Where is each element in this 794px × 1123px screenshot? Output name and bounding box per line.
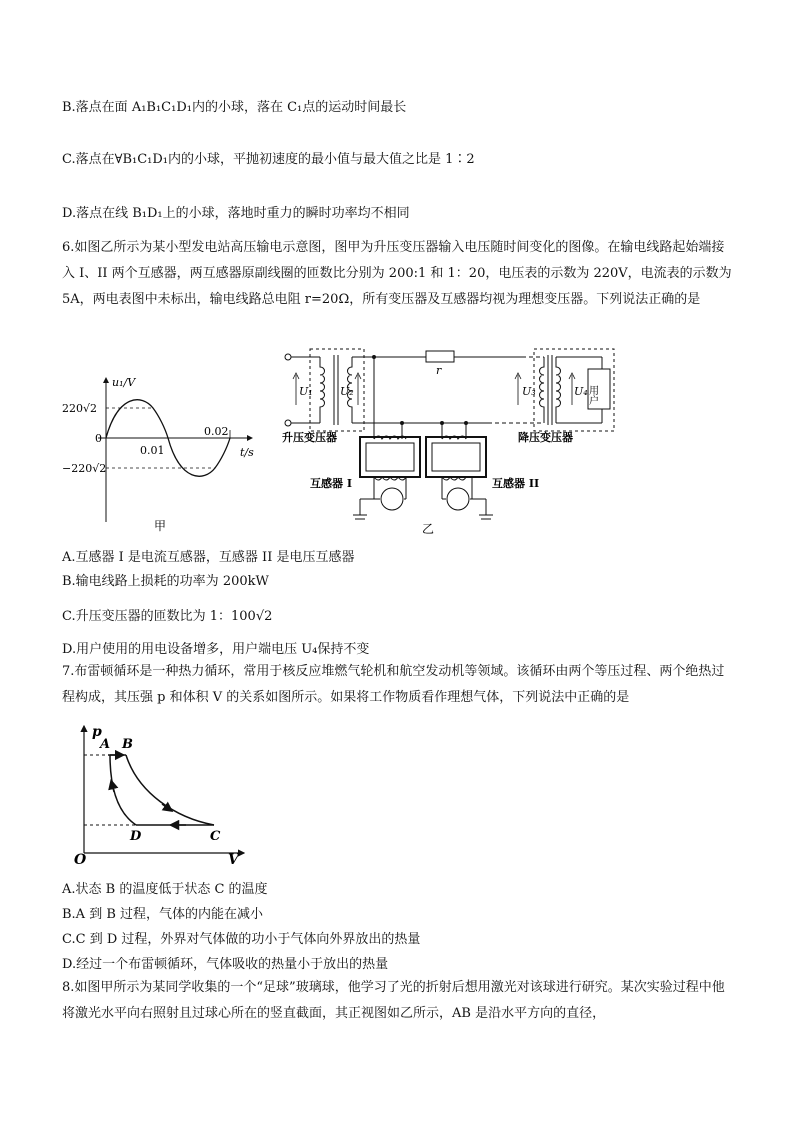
q6-stem: 6.如图乙所示为某小型发电站高压输电示意图，图甲为升压变压器输入电压随时间变化的图像。在输电线路起始端接入 I、II 两个互感器，两互感器原副线圈的匝数比分别为 200:1 和 1：20，电压表的示数为 220V，电流表的示数为 5A，两电表图中未标出，输电线路总电阻 r=20Ω，所有变压器及互感器均视为理想变压器。下列说法正确的是 <box>62 240 732 307</box>
label-step-down: 降压变压器 <box>518 431 573 444</box>
q7-option-b: B.A 到 B 过程，气体的内能在减小 <box>62 907 264 922</box>
label-u2: U₂ <box>340 385 354 398</box>
q7-stem: 7.布雷顿循环是一种热力循环，常用于核反应堆燃气轮机和航空发动机等领域。该循环由两个等压过程、两个绝热过程构成，其压强 p 和体积 V 的关系如图所示。如果将工作物质看作理想气体，下列说法中正确的是 <box>62 664 725 705</box>
pv-label-v: V <box>228 852 239 868</box>
q5-option-b: B.落点在面 A₁B₁C₁D₁内的小球，落在 C₁点的运动时间最长 <box>62 100 407 115</box>
label-user-box: 用户 <box>586 385 598 405</box>
q6-option-d: D.用户使用的用电设备增多，用户端电压 U₄保持不变 <box>62 642 370 657</box>
xtick-2: 0.02 <box>204 425 229 438</box>
label-u1: U₁ <box>299 385 313 398</box>
q5-option-c: C.落点在∀B₁C₁D₁内的小球，平抛初速度的最小值与最大值之比是 1∶2 <box>62 152 475 167</box>
label-u3: U₃ <box>522 385 536 398</box>
graph-ylabel: u₁/V <box>112 376 136 389</box>
label-transformer-1: 互感器 I <box>310 477 352 490</box>
q6-voltage-graph <box>62 372 262 532</box>
ytick-bottom: −220√2 <box>62 462 107 475</box>
origin-label: 0 <box>95 432 102 445</box>
q8-stem: 8.如图甲所示为某同学收集的一个“足球”玻璃球，他学习了光的折射后想用激光对该球进行研究。某次实验过程中他将激光水平向右照射且过球心所在的竖直截面，其正视图如乙所示，AB 是沿水平方向的直径， <box>62 980 725 1021</box>
label-transformer-2: 互感器 II <box>492 477 540 490</box>
pv-label-a: A <box>100 737 111 752</box>
q6-option-a: A.互感器 I 是电流互感器，互感器 II 是电压互感器 <box>62 550 355 565</box>
pv-label-c: C <box>210 829 221 844</box>
q6-circuit-diagram <box>282 345 622 537</box>
label-step-up: 升压变压器 <box>282 431 337 444</box>
label-r: r <box>436 364 442 377</box>
pv-label-p: p <box>92 724 102 740</box>
q7-option-a: A.状态 B 的温度低于状态 C 的温度 <box>62 882 268 897</box>
q6-option-c: C.升压变压器的匝数比为 1：100√2 <box>62 609 273 624</box>
q5-option-d: D.落点在线 B₁D₁上的小球，落地时重力的瞬时功率均不相同 <box>62 206 410 221</box>
q7-option-d: D.经过一个布雷顿循环，气体吸收的热量小于放出的热量 <box>62 957 389 972</box>
graph-xlabel: t/s <box>240 446 254 459</box>
ytick-top: 220√2 <box>62 402 98 415</box>
pv-label-o: O <box>74 852 87 868</box>
xtick-1: 0.01 <box>140 444 165 457</box>
q6-option-b: B.输电线路上损耗的功率为 200kW <box>62 574 269 589</box>
q7-option-c: C.C 到 D 过程，外界对气体做的功小于气体向外界放出的热量 <box>62 932 421 947</box>
pv-label-d: D <box>130 829 142 844</box>
q7-pv-graph <box>66 718 256 868</box>
figure-caption-yi: 乙 <box>422 522 435 536</box>
figure-caption-jia: 甲 <box>154 519 167 532</box>
pv-label-b: B <box>122 737 133 752</box>
label-u4: U₄ <box>574 385 588 398</box>
